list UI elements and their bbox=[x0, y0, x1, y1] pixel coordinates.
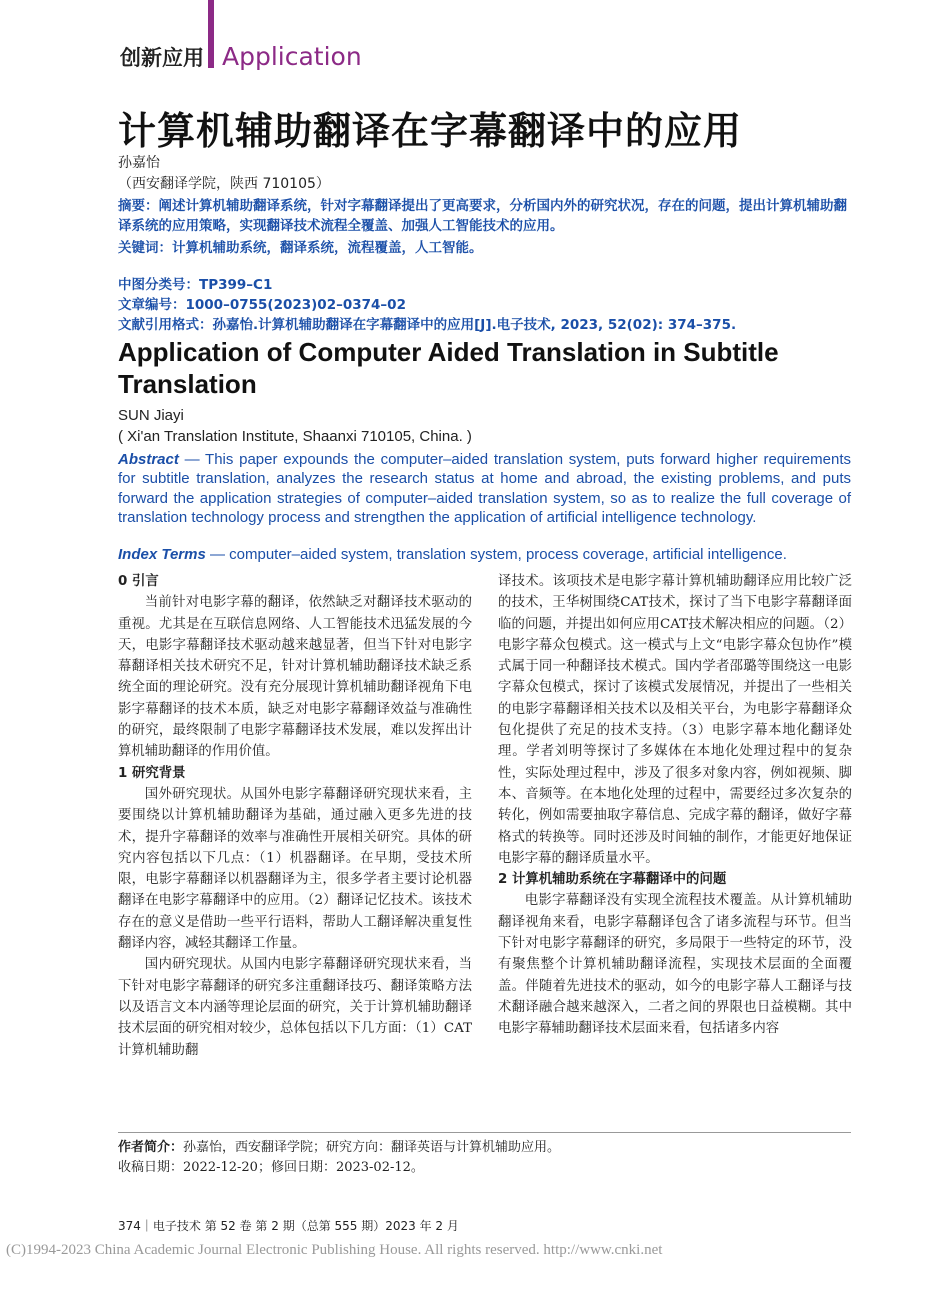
keywords-cn bbox=[118, 236, 483, 256]
index-terms bbox=[118, 546, 787, 563]
paragraph: 电影字幕翻译没有实现全流程技术覆盖。从计算机辅助翻译视角来看，电影字幕翻译包含了诸多流程与环节。但当下针对电影字幕翻译的研究，多局限于一些特定的环节，没有聚焦整个计算机辅助翻译流程，实现技术层面的全面覆盖。伴随着先进技术的驱动，如今的电影字幕人工翻译与技术翻译融合越来越深入，二者之间的界限也日益模糊。其中电影字幕辅助翻译技术层面来看，包括诸多内容 bbox=[498, 893, 852, 1037]
affiliation-cn: （西安翻译学院，陕西 710105） bbox=[118, 176, 330, 192]
author-note bbox=[118, 1136, 560, 1155]
author-note-text: 孙嘉怡，西安翻译学院；研究方向：翻译英语与计算机辅助应用。 bbox=[183, 1140, 561, 1155]
body-column-left bbox=[118, 571, 472, 1061]
article-title-cn: 计算机辅助翻译在字幕翻译中的应用 bbox=[118, 109, 743, 153]
section-heading-0: 0 引言 bbox=[118, 574, 159, 589]
section-accent-bar bbox=[208, 0, 214, 68]
section-heading-2: 2 计算机辅助系统在字幕翻译中的问题 bbox=[498, 872, 727, 888]
abstract-en bbox=[118, 450, 851, 527]
copyright-watermark: (C)1994-2023 China Academic Journal Electronic Publishing House. All rights reserved. http://www.cnki.net bbox=[6, 1242, 663, 1258]
keywords-cn-label: 关键词： bbox=[118, 240, 172, 256]
paragraph: 译技术。该项技术是电影字幕计算机辅助翻译应用比较广泛的技术，王华树围绕CAT技术，探讨了当下电影字幕翻译面临的问题，并提出如何应用CAT技术解决相应的问题。（2）电影字幕众包模式。这一模式与上文“电影字幕众包协作”模式属于同一种翻译技术模式。国内学者邵璐等围绕这一电影字幕众包模式，探讨了该模式发展情况，并提出了一些相关的电影字幕翻译相关技术以及相关平台，为电影字幕翻译众包化提供了充足的技术支持。（3）电影字幕本地化翻译处理。学者刘明等探讨了多媒体在本地化处理过程中的复杂性，实际处理过程中，涉及了很多对象内容，例如视频、脚本、音频等。在本地化处理的过程中，需要经过多次复杂的转化，例如需要抽取字幕信息、完成字幕的翻译，做好字幕格式的转换等。同时还涉及时间轴的制作，才能更好地保证电影字幕的翻译质量水平。 bbox=[498, 574, 852, 866]
article-number: 文章编号：1000–0755(2023)02–0374–02 bbox=[118, 297, 406, 313]
abstract-cn bbox=[118, 196, 854, 236]
affiliation-en: ( Xi'an Translation Institute, Shaanxi 710105, China. ) bbox=[118, 428, 472, 445]
index-terms-text: — computer–aided system, translation system, process coverage, artificial intelligence. bbox=[205, 546, 787, 563]
author-cn: 孙嘉怡 bbox=[118, 155, 160, 171]
paragraph: 国外研究现状。从国外电影字幕翻译研究现状来看，主要围绕以计算机辅助翻译为基础，通过融入更多先进的技术，提升字幕翻译的效率与准确性开展相关研究。具体的研究内容包括以下几点：（1）机器翻译。在早期，受技术所限，电影字幕翻译以机器翻译为主，很多学者主要讨论机器翻译在电影字幕翻译中的应用。（2）翻译记忆技术。该技术存在的意义是借助一些平行语料，帮助人工翻译解决重复性翻译内容，减轻其翻译工作量。 bbox=[118, 786, 472, 952]
abstract-cn-label: 摘要： bbox=[118, 198, 159, 214]
footnote-divider bbox=[118, 1132, 851, 1133]
author-en: SUN Jiayi bbox=[118, 407, 184, 424]
article-title-en: Application of Computer Aided Translation in Subtitle Translation bbox=[118, 337, 779, 399]
abstract-cn-text: 阐述计算机辅助翻译系统，针对字幕翻译提出了更高要求，分析国内外的研究状况，存在的问题，提出计算机辅助翻译系统的应用策略，实现翻译技术流程全覆盖、加强人工智能技术的应用。 bbox=[118, 198, 847, 234]
paragraph: 国内研究现状。从国内电影字幕翻译研究现状来看，当下针对电影字幕翻译的研究多注重翻译技巧、翻译策略方法以及语言文本内涵等理论层面的研究，关于计算机辅助翻译技术层面的研究相对较少，总体包括以下几方面：（1）CAT计算机辅助翻 bbox=[118, 957, 472, 1058]
index-terms-label: Index Terms bbox=[118, 546, 206, 563]
clc-number: 中图分类号：TP399–C1 bbox=[118, 277, 273, 293]
received-dates: 收稿日期：2022-12-20；修回日期：2023-02-12。 bbox=[118, 1160, 424, 1175]
section-heading-1: 1 研究背景 bbox=[118, 765, 186, 781]
page-footer: 374｜电子技术 第 52 卷 第 2 期（总第 555 期）2023 年 2 月 bbox=[118, 1219, 459, 1233]
paragraph: 当前针对电影字幕的翻译，依然缺乏对翻译技术驱动的重视。尤其是在互联信息网络、人工智能技术迅猛发展的今天，电影字幕翻译技术驱动越来越显著，但当下针对电影字幕翻译相关技术研究不足，针对计算机辅助翻译技术缺乏系统全面的理论研究。没有充分展现计算机辅助翻译视角下电影字幕翻译的技术本质，缺乏对电影字幕翻译效益与准确性的研究，最终限制了电影字幕翻译技术发展，难以发挥出计算机辅助翻译的作用价值。 bbox=[118, 595, 472, 760]
section-label-cn: 创新应用 bbox=[120, 46, 204, 70]
citation-format: 文献引用格式：孙嘉怡.计算机辅助翻译在字幕翻译中的应用[J].电子技术, 2023, 52(02): 374–375. bbox=[118, 317, 737, 333]
abstract-en-text: — This paper expounds the computer–aided translation system, puts forward higher requirements for subtitle translation, analyzes the research status at home and abroad, the existing problems, and puts forward the application strategies of computer–aided translation system, so as to realize the full coverage of translation technology process and strengthen the application of artificial intelligence technology. bbox=[118, 451, 851, 526]
abstract-en-label: Abstract bbox=[118, 451, 179, 468]
body-column-right bbox=[498, 571, 852, 1040]
section-label-en: Application bbox=[222, 42, 362, 71]
author-note-label: 作者简介： bbox=[118, 1140, 184, 1155]
keywords-cn-text: 计算机辅助系统，翻译系统，流程覆盖，人工智能。 bbox=[172, 240, 483, 256]
